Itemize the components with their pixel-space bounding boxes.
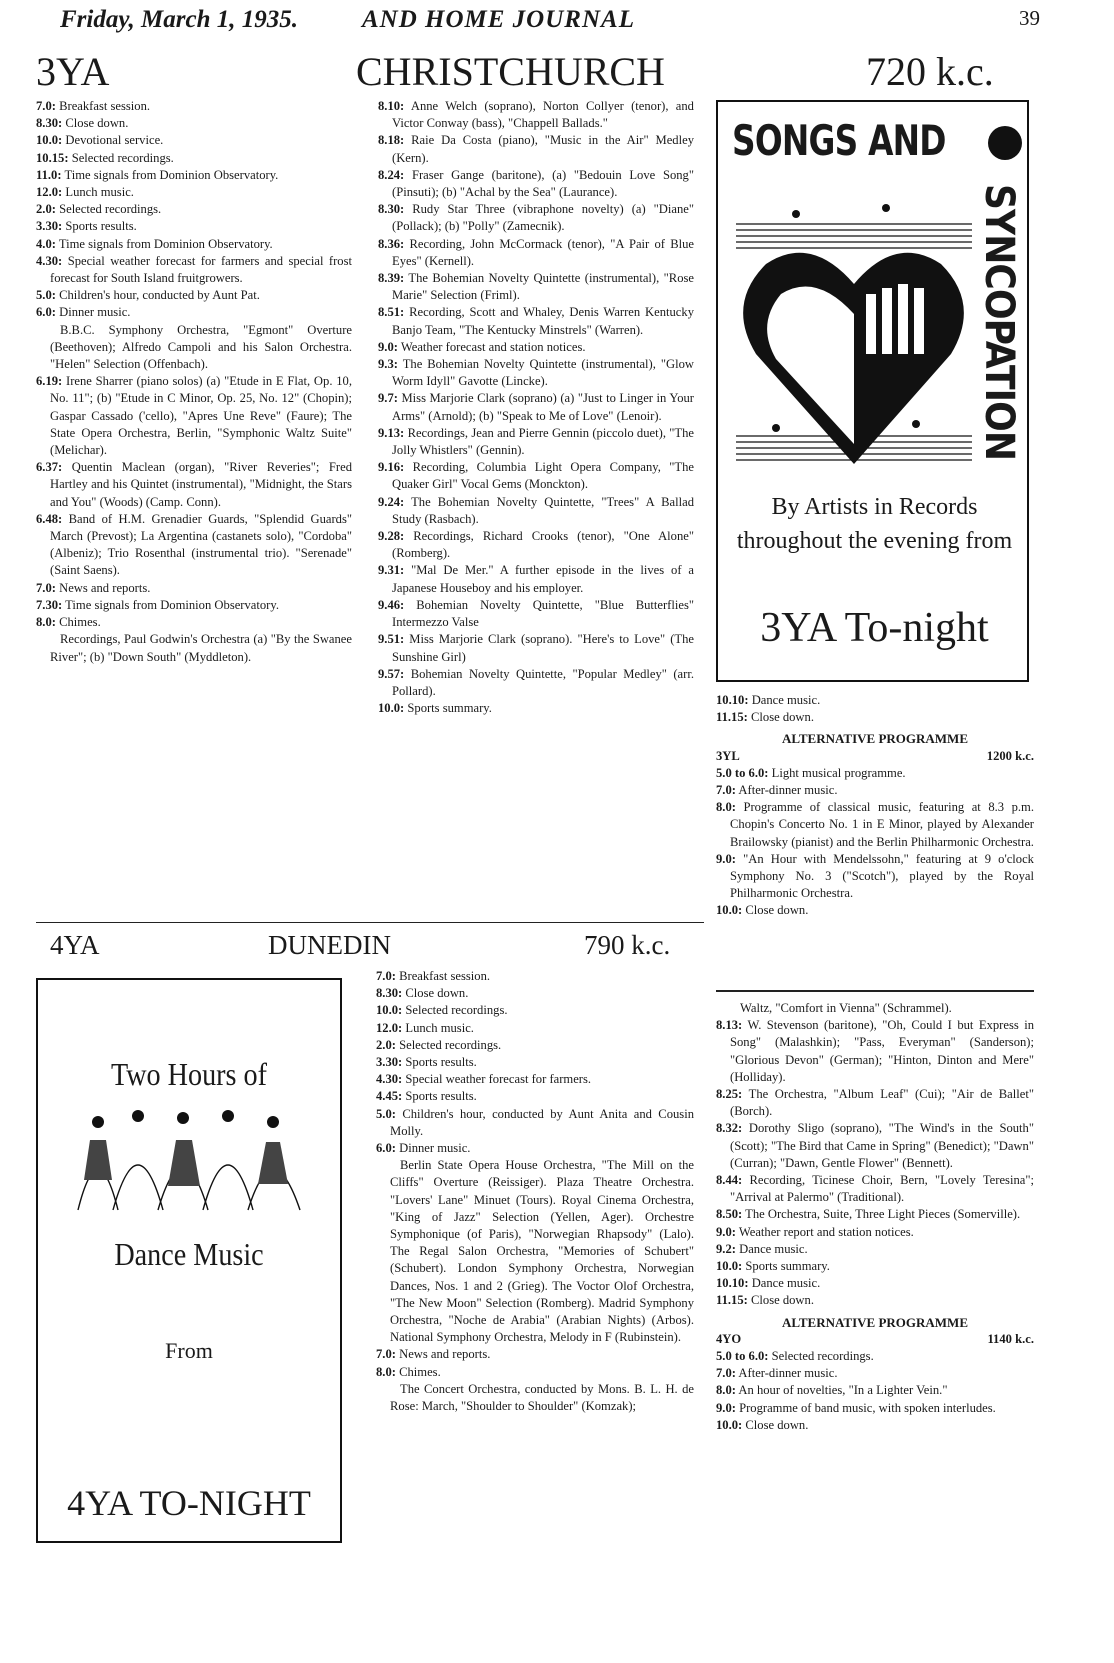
entry-time: 7.0: bbox=[376, 969, 396, 983]
entry-text: Time signals from Dominion Observatory. bbox=[65, 597, 280, 612]
entry-text: Miss Marjorie Clark (soprano) (a) "Just to Linger in Your Arms" (Arnold); (b) "Speak to Me of Love" (Lenoir). bbox=[392, 391, 694, 423]
entry-time: 7.30: bbox=[36, 597, 63, 612]
entry-text: Sports results. bbox=[405, 1055, 477, 1070]
programme-entry bbox=[36, 150, 352, 167]
programme-entry bbox=[36, 614, 352, 631]
piano-heart-illustration bbox=[736, 184, 972, 484]
entry-text: Berlin State Opera House Orchestra, "The Mill on the Cliffs" Overture (Reissiger). Plaza Theatre Orchestra. "Lovers' Lane" Minuet (Tours). Royal Cinema Orchestra, "King of Jazz" Selection (Yellen, Ager). Orchestre Symphonique (of Paris), "Norwegian Rhapsody" (Lalo). The Regal Salon Orchestra, "Memories of Schubert" (Schubert). London Symphony Orchestra, Norwegian Dances, Nos. 1 and 2 (Grieg). The Voctor Olof Orchestra, "The New Moon" Selection (Romberg). Madrid Symphony Orchestra, "Noche de Arabia" (Arabian Nights) (Arbos). National Symphony Orchestra, Melody in F (Rubinstein). bbox=[390, 1158, 694, 1345]
programme-entry bbox=[36, 580, 352, 597]
programme-entry bbox=[36, 631, 352, 665]
programme-entry bbox=[716, 1400, 1034, 1417]
entry-time: 12.0: bbox=[376, 1020, 403, 1035]
entry-text: Dance music. bbox=[751, 693, 821, 707]
entry-text: An hour of novelties, "In a Lighter Vein." bbox=[738, 1383, 948, 1398]
programme-entry bbox=[36, 167, 352, 184]
dance-music-advert bbox=[36, 978, 342, 1543]
entry-text: The Orchestra, "Album Leaf" (Cui); "Air de Ballet" (Borch). bbox=[730, 1087, 1034, 1119]
programme-entry bbox=[716, 1120, 1034, 1172]
entry-text: Rudy Star Three (vibraphone novelty) (a) "Diane" (Pollack); (b) "Polly" (Zamecnik). bbox=[392, 202, 695, 234]
programme-entry bbox=[378, 631, 694, 665]
station-freq-3ya: 720 k.c. bbox=[866, 49, 994, 94]
programme-entry bbox=[376, 1346, 694, 1363]
alternative-station-4yo: 4YO 1140 k.c. bbox=[716, 1331, 1034, 1346]
programme-entry bbox=[378, 132, 694, 166]
entry-time: 10.0: bbox=[716, 1259, 743, 1274]
entry-time: 8.13: bbox=[716, 1018, 743, 1033]
entry-text: Quentin Maclean (organ), "River Reveries"; Fred Hartley and his Quintet (instrumental), "Midnight, the Stars and You" (Woods) (Camp. Conn). bbox=[50, 460, 352, 509]
programme-entry bbox=[36, 304, 352, 321]
entry-text: Sports summary. bbox=[745, 1259, 830, 1274]
programme-entry bbox=[716, 1017, 1034, 1086]
programme-entry bbox=[378, 666, 694, 700]
programme-entry bbox=[376, 968, 694, 985]
entry-text: Programme of classical music, featuring at 8.3 p.m. Chopin's Concerto No. 1 in E Minor, played by Alexander Brailowsky (pianist) and the Berlin Philharmonic Orchestra. bbox=[730, 800, 1034, 849]
entry-text: Close down. bbox=[751, 1293, 814, 1308]
programme-entry bbox=[378, 201, 694, 235]
programme-entry bbox=[378, 425, 694, 459]
entry-time: 9.3: bbox=[378, 357, 398, 372]
entry-time: 4.45: bbox=[376, 1089, 403, 1104]
entry-text: Devotional service. bbox=[65, 133, 164, 148]
section-divider bbox=[716, 990, 1034, 992]
programme-entry bbox=[36, 373, 352, 459]
issue-date: Friday, March 1, 1935. bbox=[60, 6, 298, 33]
entry-text: B.B.C. Symphony Orchestra, "Egmont" Overture (Beethoven); Alfredo Campoli and his Salon Orchestra. "Helen" Selection (Offenbach). bbox=[50, 322, 352, 372]
entry-time: 6.48: bbox=[36, 511, 63, 526]
entry-time: 8.25: bbox=[716, 1087, 743, 1102]
entry-text: Children's hour, conducted by Aunt Anita and Cousin Molly. bbox=[390, 1106, 694, 1138]
entry-time: 7.0: bbox=[36, 99, 56, 113]
entry-time: 8.50: bbox=[716, 1207, 743, 1222]
entry-time: 2.0: bbox=[36, 202, 56, 217]
advert-vertical-title: SYNCOPATION bbox=[976, 184, 1022, 461]
programme-entry bbox=[716, 1000, 1034, 1017]
entry-time: 5.0 to 6.0: bbox=[716, 765, 769, 780]
entry-text: The Bohemian Novelty Quintette (instrumental), "Rose Marie" Selection (Friml). bbox=[392, 271, 694, 303]
entry-text: The Concert Orchestra, conducted by Mons. B. L. H. de Rose: March, "Shoulder to Shoulder" (Komzak); bbox=[390, 1381, 694, 1414]
entry-text: Selected recordings. bbox=[399, 1037, 502, 1052]
entry-time: 9.46: bbox=[378, 597, 405, 612]
entry-text: After-dinner music. bbox=[738, 783, 838, 798]
programme-entry bbox=[36, 597, 352, 614]
programme-entry bbox=[716, 782, 1034, 799]
entry-text: Chimes. bbox=[59, 615, 101, 630]
entry-time: 8.0: bbox=[376, 1364, 396, 1379]
entry-text: Selected recordings. bbox=[771, 1349, 874, 1364]
programme-entry bbox=[378, 494, 694, 528]
programme-entry bbox=[36, 218, 352, 235]
entry-text: Miss Marjorie Clark (soprano). "Here's to Love" (The Sunshine Girl) bbox=[392, 632, 694, 664]
entry-text: Sports summary. bbox=[407, 701, 492, 716]
programme-entry bbox=[36, 253, 352, 287]
entry-text: Close down. bbox=[745, 1417, 809, 1432]
programme-entry bbox=[36, 322, 352, 374]
entry-time: 9.28: bbox=[378, 529, 405, 544]
entry-time: 9.31: bbox=[378, 563, 405, 578]
advert-title: SONGS AND bbox=[732, 116, 946, 165]
entry-time: 7.0: bbox=[716, 783, 736, 798]
station-call-3ya: 3YA bbox=[36, 49, 110, 94]
entry-time: 9.0: bbox=[716, 851, 736, 866]
advert-line-1: Two Hours of bbox=[110, 1056, 268, 1092]
programme-entry bbox=[716, 1224, 1034, 1241]
entry-text: Breakfast session. bbox=[399, 969, 491, 983]
entry-time: 9.0: bbox=[378, 339, 398, 354]
programme-entry bbox=[378, 98, 694, 132]
programme-entry bbox=[716, 1275, 1034, 1292]
entry-time: 8.30: bbox=[36, 116, 63, 131]
entry-time: 10.15: bbox=[36, 150, 69, 165]
entry-text: Recordings, Paul Godwin's Orchestra (a) "By the Swanee River"; (b) "Down South" (Myddleton). bbox=[50, 632, 352, 664]
entry-text: Weather forecast and station notices. bbox=[400, 339, 586, 354]
entry-text: Waltz, "Comfort in Vienna" (Schrammel). bbox=[740, 1001, 952, 1015]
programme-entry bbox=[378, 562, 694, 596]
entry-time: 7.0: bbox=[716, 1366, 736, 1381]
entry-time: 10.10: bbox=[716, 693, 749, 707]
entry-time: 10.0: bbox=[716, 903, 743, 918]
programme-entry bbox=[378, 700, 694, 717]
entry-text: Selected recordings. bbox=[59, 202, 162, 217]
programme-entry bbox=[376, 1002, 694, 1019]
programme-column-4ya-2 bbox=[376, 968, 694, 1415]
entry-time: 3.30: bbox=[36, 219, 63, 234]
programme-entry bbox=[716, 692, 1034, 709]
entry-text: The Bohemian Novelty Quintette (instrumental), "Glow Worm Idyll" Gavotte (Lincke). bbox=[392, 357, 694, 389]
programme-entry bbox=[378, 390, 694, 424]
entry-text: The Orchestra, Suite, Three Light Pieces (Somerville). bbox=[745, 1207, 1021, 1222]
station-city-dunedin: DUNEDIN bbox=[268, 930, 391, 960]
advert-cta-3ya: 3YA To-night bbox=[760, 605, 989, 651]
programme-entry bbox=[716, 799, 1034, 851]
entry-text: Weather report and station notices. bbox=[738, 1224, 914, 1239]
programme-entry bbox=[36, 511, 352, 580]
programme-entry bbox=[36, 287, 352, 304]
programme-entry bbox=[716, 1258, 1034, 1275]
programme-entry bbox=[376, 1020, 694, 1037]
advert-tagline: By Artists in Records throughout the evening from bbox=[736, 494, 1013, 554]
entry-text: After-dinner music. bbox=[738, 1366, 838, 1381]
entry-time: 8.39: bbox=[378, 271, 405, 286]
programme-entry bbox=[378, 356, 694, 390]
entry-text: Dinner music. bbox=[59, 305, 131, 320]
entry-time: 6.0: bbox=[376, 1141, 396, 1156]
entry-text: Sports results. bbox=[65, 219, 137, 234]
programme-entry bbox=[716, 1417, 1034, 1434]
entry-time: 8.51: bbox=[378, 305, 405, 320]
entry-time: 8.0: bbox=[36, 615, 56, 630]
entry-time: 8.0: bbox=[716, 800, 736, 815]
station-city-christchurch: CHRISTCHURCH bbox=[356, 49, 665, 94]
programme-entry bbox=[716, 1382, 1034, 1399]
entry-text: Dorothy Sligo (soprano), "The Wind's in the South" (Scott); "The Bird that Came in Spring" (Benedict); "Dawn" (Curran); "Dawn, Gentle Flower" (Bennett). bbox=[730, 1121, 1034, 1170]
entry-time: 11.15: bbox=[716, 1293, 748, 1308]
programme-entry bbox=[376, 1140, 694, 1157]
programme-entry bbox=[716, 1172, 1034, 1206]
entry-time: 6.19: bbox=[36, 374, 63, 389]
entry-text: Special weather forecast for farmers. bbox=[405, 1072, 592, 1087]
entry-text: Anne Welch (soprano), Norton Collyer (tenor), and Victor Conway (bass), "Chappell Ballads." bbox=[392, 99, 694, 131]
advert-line-2: Dance Music bbox=[114, 1236, 264, 1272]
programme-entry bbox=[378, 459, 694, 493]
station-freq-4ya: 790 k.c. bbox=[584, 930, 671, 960]
entry-time: 8.10: bbox=[378, 99, 405, 113]
entry-time: 4.0: bbox=[36, 236, 56, 251]
entry-text: "Mal De Mer." A further episode in the lives of a Japanese Houseboy and his employer. bbox=[392, 563, 694, 595]
entry-text: News and reports. bbox=[59, 580, 151, 595]
entry-time: 8.44: bbox=[716, 1173, 743, 1188]
programme-entry bbox=[376, 1381, 694, 1415]
entry-text: Selected recordings. bbox=[405, 1003, 508, 1018]
entry-time: 10.0: bbox=[376, 1003, 403, 1018]
entry-time: 8.24: bbox=[378, 167, 405, 182]
entry-text: Breakfast session. bbox=[59, 99, 151, 113]
entry-time: 4.30: bbox=[376, 1072, 403, 1087]
journal-title: AND HOME JOURNAL bbox=[362, 6, 635, 33]
entry-time: 10.10: bbox=[716, 1276, 749, 1291]
entry-time: 9.24: bbox=[378, 494, 405, 509]
entry-time: 9.57: bbox=[378, 666, 405, 681]
programme-entry bbox=[716, 1348, 1034, 1365]
programme-entry bbox=[36, 201, 352, 218]
entry-text: Recordings, Jean and Pierre Gennin (piccolo duet), "The Jolly Whistlers" (Gennin). bbox=[392, 425, 694, 458]
entry-text: Close down. bbox=[65, 116, 129, 131]
programme-column-3ya-1 bbox=[36, 98, 352, 666]
entry-text: Lunch music. bbox=[65, 185, 134, 200]
entry-time: 7.0: bbox=[36, 580, 56, 595]
entry-text: Dinner music. bbox=[399, 1141, 471, 1156]
entry-time: 9.16: bbox=[378, 460, 405, 475]
programme-entry bbox=[378, 597, 694, 631]
entry-time: 9.13: bbox=[378, 425, 405, 440]
advert-line-3: From bbox=[165, 1338, 213, 1363]
entry-text: "An Hour with Mendelssohn," featuring at 9 o'clock Symphony No. 3 ("Scotch"), played by the Royal Philharmonic Orchestra. bbox=[730, 851, 1034, 901]
programme-entry bbox=[36, 459, 352, 511]
entry-text: W. Stevenson (baritone), "Oh, Could I but Express in Song" (Malashkin); "Pass, Everyman" (Sanderson); "Glorious Devon" (German); "Hinton, Dinton and Mere" (Holliday). bbox=[730, 1018, 1035, 1084]
dancers-illustration bbox=[68, 1100, 314, 1220]
entry-time: 9.2: bbox=[716, 1241, 736, 1256]
programme-entry bbox=[376, 1157, 694, 1346]
programme-entry bbox=[376, 1088, 694, 1105]
entry-text: Recording, Scott and Whaley, Denis Warren Kentucky Banjo Team, "The Kentucky Minstrels" (Warren). bbox=[392, 305, 694, 337]
programme-entry bbox=[376, 1037, 694, 1054]
entry-text: Bohemian Novelty Quintette, "Blue Butterflies" Intermezzo Valse bbox=[392, 597, 695, 630]
entry-text: News and reports. bbox=[399, 1347, 491, 1362]
entry-time: 8.32: bbox=[716, 1121, 743, 1136]
entry-time: 11.15: bbox=[716, 710, 748, 725]
entry-time: 5.0: bbox=[376, 1106, 396, 1121]
entry-text: Light musical programme. bbox=[771, 765, 906, 780]
entry-time: 9.7: bbox=[378, 391, 398, 406]
entry-text: Dance music. bbox=[739, 1241, 808, 1256]
entry-time: 10.0: bbox=[36, 133, 63, 148]
entry-time: 5.0 to 6.0: bbox=[716, 1349, 769, 1364]
entry-text: The Bohemian Novelty Quintette, "Trees" A Ballad Study (Rasbach). bbox=[392, 494, 694, 526]
programme-entry bbox=[376, 1364, 694, 1381]
entry-time: 8.36: bbox=[378, 236, 405, 251]
songs-syncopation-advert bbox=[716, 100, 1029, 682]
entry-text: Close down. bbox=[405, 986, 469, 1001]
programme-entry bbox=[716, 1086, 1034, 1120]
entry-text: Sports results. bbox=[405, 1089, 477, 1104]
entry-text: Recording, John McCormack (tenor), "A Pair of Blue Eyes" (Kernell). bbox=[392, 236, 695, 268]
entry-time: 7.0: bbox=[376, 1347, 396, 1362]
programme-column-4ya-3 bbox=[716, 1000, 1034, 1434]
alternative-heading-3yl: ALTERNATIVE PROGRAMME bbox=[782, 731, 968, 747]
entry-time: 12.0: bbox=[36, 185, 63, 200]
section-divider bbox=[36, 922, 704, 923]
entry-text: Time signals from Dominion Observatory. bbox=[58, 236, 273, 251]
programme-entry bbox=[716, 709, 1034, 726]
entry-time: 10.0: bbox=[378, 701, 405, 716]
programme-entry bbox=[36, 184, 352, 201]
entry-text: Recordings, Richard Crooks (tenor), "One Alone" (Romberg). bbox=[392, 529, 694, 561]
entry-text: Special weather forecast for farmers and special frost forecast for South Island fruitgrowers. bbox=[50, 253, 352, 286]
entry-time: 6.37: bbox=[36, 460, 63, 475]
programme-entry bbox=[716, 1206, 1034, 1223]
entry-time: 2.0: bbox=[376, 1037, 396, 1052]
entry-text: Bohemian Novelty Quintette, "Popular Medley" (arr. Pollard). bbox=[392, 666, 694, 698]
advert-dot bbox=[988, 126, 1022, 160]
programme-entry bbox=[376, 1071, 694, 1088]
alternative-heading-4yo: ALTERNATIVE PROGRAMME bbox=[782, 1314, 968, 1330]
page-header bbox=[60, 6, 1040, 40]
programme-entry bbox=[378, 528, 694, 562]
entry-time: 9.0: bbox=[716, 1224, 736, 1239]
entry-text: Close down. bbox=[745, 903, 809, 918]
entry-text: Recording, Columbia Light Opera Company, "The Quaker Girl" Vocal Gems (Monckton). bbox=[392, 460, 694, 492]
programme-entry bbox=[716, 902, 1034, 919]
advert-cta-4ya: 4YA TO-NIGHT bbox=[67, 1483, 311, 1523]
page-number: 39 bbox=[1019, 6, 1040, 30]
entry-time: 5.0: bbox=[36, 288, 56, 303]
entry-time: 8.18: bbox=[378, 133, 405, 148]
entry-text: Children's hour, conducted by Aunt Pat. bbox=[59, 288, 260, 303]
entry-text: Band of H.M. Grenadier Guards, "Splendid Guards" March (Prevost); La Argentina (castanets solo), "Cordoba" (Albeniz); Trio Rosenthal (instrumental trio). "Serenade" (Saint Saens). bbox=[50, 511, 352, 578]
entry-time: 4.30: bbox=[36, 253, 63, 268]
entry-time: 8.0: bbox=[716, 1383, 736, 1398]
programme-entry bbox=[378, 270, 694, 304]
programme-entry bbox=[36, 115, 352, 132]
entry-time: 8.30: bbox=[378, 202, 405, 217]
programme-entry bbox=[378, 167, 694, 201]
entry-time: 9.51: bbox=[378, 632, 405, 647]
entry-text: Selected recordings. bbox=[71, 150, 174, 165]
programme-entry bbox=[716, 1241, 1034, 1258]
entry-time: 3.30: bbox=[376, 1055, 403, 1070]
programme-entry bbox=[376, 1054, 694, 1071]
programme-entry bbox=[36, 98, 352, 115]
entry-time: 9.0: bbox=[716, 1400, 736, 1415]
entry-text: Time signals from Dominion Observatory. bbox=[64, 167, 279, 182]
entry-time: 6.0: bbox=[36, 305, 56, 320]
programme-entry bbox=[36, 236, 352, 253]
programme-entry bbox=[378, 339, 694, 356]
programme-entry bbox=[716, 1292, 1034, 1309]
entry-text: Programme of band music, with spoken interludes. bbox=[739, 1400, 996, 1415]
entry-text: Chimes. bbox=[399, 1364, 441, 1379]
programme-entry bbox=[716, 851, 1034, 903]
entry-text: Close down. bbox=[751, 710, 814, 725]
entry-text: Dance music. bbox=[751, 1276, 821, 1291]
alternative-station-3yl: 3YL 1200 k.c. bbox=[716, 748, 1034, 763]
entry-text: Lunch music. bbox=[405, 1020, 474, 1035]
entry-time: 10.0: bbox=[716, 1417, 743, 1432]
entry-time: 11.0: bbox=[36, 167, 62, 182]
programme-entry bbox=[378, 236, 694, 270]
station-call-4ya: 4YA bbox=[50, 930, 100, 960]
entry-text: Recording, Ticinese Choir, Bern, "Lovely Teresina"; "Arrival at Palermo" (Traditional). bbox=[730, 1173, 1034, 1205]
entry-text: Fraser Gange (baritone), (a) "Bedouin Love Song" (Pinsuti); (b) "Achal by the Sea" (Laurance). bbox=[392, 167, 694, 200]
programme-column-3ya-3 bbox=[716, 692, 1034, 920]
programme-column-3ya-2 bbox=[378, 98, 694, 717]
programme-entry bbox=[376, 1106, 694, 1140]
entry-text: Irene Sharrer (piano solos) (a) "Etude in E Flat, Op. 10, No. 11"; (b) "Etude in C Minor, Op. 25, No. 12" (Chopin); Gaspar Cassado ('cello), "Apres Une Reve" (Faure); The State Opera Orchestra, Berlin, "Symphonic Waltz Suite" (Melichar). bbox=[50, 374, 352, 458]
entry-text: Raie Da Costa (piano), "Music in the Air" Medley (Kern). bbox=[392, 133, 694, 165]
programme-entry bbox=[378, 304, 694, 338]
programme-entry bbox=[716, 765, 1034, 782]
programme-entry bbox=[36, 132, 352, 149]
entry-time: 8.30: bbox=[376, 986, 403, 1001]
programme-entry bbox=[376, 985, 694, 1002]
programme-entry bbox=[716, 1365, 1034, 1382]
